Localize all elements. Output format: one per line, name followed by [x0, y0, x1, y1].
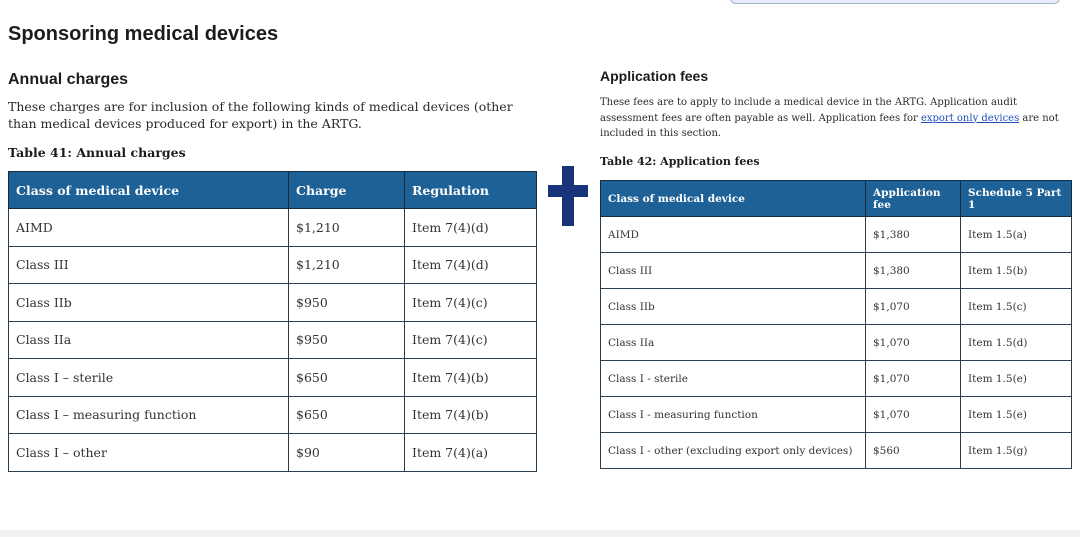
device-class-cell: Class IIa [601, 325, 866, 361]
application-fees-table [600, 180, 1072, 469]
device-class-cell: Class IIb [601, 289, 866, 325]
application-fees-heading: Application fees [600, 68, 709, 84]
schedule-cell: Item 1.5(a) [961, 217, 1072, 253]
table-row [601, 289, 1072, 325]
fee-cell: $1,070 [866, 397, 961, 433]
table-header-row [601, 181, 1072, 217]
fee-cell: $1,070 [866, 325, 961, 361]
application-fees-description [600, 95, 1070, 142]
export-only-devices-link[interactable]: export only devices [920, 112, 1020, 124]
charge-cell: $90 [289, 434, 405, 472]
regulation-cell: Item 7(4)(b) [405, 396, 537, 434]
table-row [9, 284, 537, 322]
page-title: Sponsoring medical devices [8, 23, 279, 45]
application-fees-table-caption: Table 42: Application fees [600, 155, 760, 168]
schedule-cell: Item 1.5(b) [961, 253, 1072, 289]
table-row [9, 321, 537, 359]
table-row [601, 253, 1072, 289]
regulation-cell: Item 7(4)(d) [405, 246, 537, 284]
device-class-cell: Class I – sterile [9, 359, 289, 397]
description-text: These fees are to apply to include a medical device in the ARTG. Application audit assessment fees are often payable as well. Application fees for [600, 97, 1017, 124]
fee-cell: $560 [866, 433, 961, 469]
fee-cell: $1,380 [866, 253, 961, 289]
table-row [601, 217, 1072, 253]
table-row [601, 361, 1072, 397]
table-row [9, 396, 537, 434]
fee-cell: $1,070 [866, 361, 961, 397]
table-row [9, 209, 537, 247]
schedule-cell: Item 1.5(d) [961, 325, 1072, 361]
regulation-cell: Item 7(4)(b) [405, 359, 537, 397]
table-row [601, 397, 1072, 433]
column-header-regulation: Regulation [405, 172, 537, 209]
annual-charges-heading: Annual charges [8, 71, 129, 88]
charge-cell: $650 [289, 359, 405, 397]
device-class-cell: Class III [9, 246, 289, 284]
annual-charges-table [8, 171, 537, 472]
regulation-cell: Item 7(4)(c) [405, 321, 537, 359]
footer-strip [0, 530, 1080, 537]
schedule-cell: Item 1.5(c) [961, 289, 1072, 325]
schedule-cell: Item 1.5(e) [961, 361, 1072, 397]
device-class-cell: Class I – measuring function [9, 396, 289, 434]
schedule-cell: Item 1.5(g) [961, 433, 1072, 469]
device-class-cell: Class I - measuring function [601, 397, 866, 433]
table-row [601, 433, 1072, 469]
device-class-cell: AIMD [9, 209, 289, 247]
schedule-cell: Item 1.5(e) [961, 397, 1072, 433]
device-class-cell: Class I - other (excluding export only devices) [601, 433, 866, 469]
charge-cell: $950 [289, 284, 405, 322]
column-header-class: Class of medical device [601, 181, 866, 217]
charge-cell: $1,210 [289, 209, 405, 247]
column-header-schedule: Schedule 5 Part 1 [961, 181, 1072, 217]
table-row [9, 434, 537, 472]
column-header-class: Class of medical device [9, 172, 289, 209]
column-header-charge: Charge [289, 172, 405, 209]
regulation-cell: Item 7(4)(c) [405, 284, 537, 322]
table-row [9, 359, 537, 397]
device-class-cell: Class III [601, 253, 866, 289]
annual-charges-description: These charges are for inclusion of the following kinds of medical devices (other than medical devices produced for export) in the ARTG. [8, 99, 513, 131]
charge-cell: $1,210 [289, 246, 405, 284]
table-header-row [9, 172, 537, 209]
search-bar-fragment[interactable] [730, 0, 1060, 4]
device-class-cell: AIMD [601, 217, 866, 253]
charge-cell: $950 [289, 321, 405, 359]
regulation-cell: Item 7(4)(d) [405, 209, 537, 247]
table-row [601, 325, 1072, 361]
column-header-application-fee: Application fee [866, 181, 961, 217]
fee-cell: $1,070 [866, 289, 961, 325]
device-class-cell: Class I - sterile [601, 361, 866, 397]
device-class-cell: Class I – other [9, 434, 289, 472]
plus-icon [548, 166, 588, 226]
charge-cell: $650 [289, 396, 405, 434]
fee-cell: $1,380 [866, 217, 961, 253]
device-class-cell: Class IIb [9, 284, 289, 322]
annual-charges-table-caption: Table 41: Annual charges [8, 145, 186, 160]
regulation-cell: Item 7(4)(a) [405, 434, 537, 472]
table-row [9, 246, 537, 284]
description-text-end: are not included in this section. [600, 112, 1059, 139]
device-class-cell: Class IIa [9, 321, 289, 359]
